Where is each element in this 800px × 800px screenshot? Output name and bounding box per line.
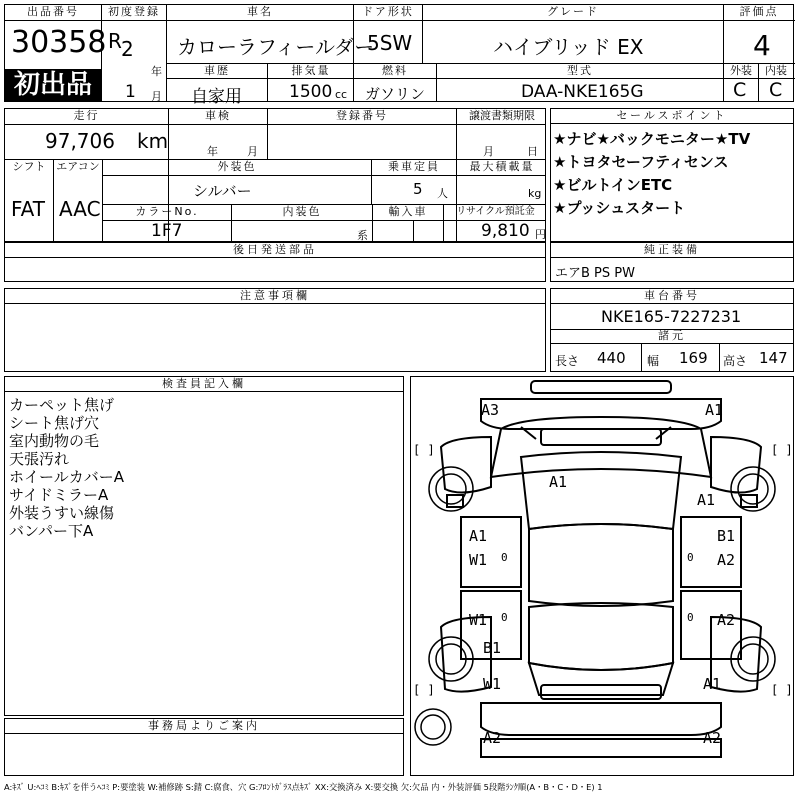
transfer-month-unit: 月: [483, 145, 494, 158]
shift-label: シフト: [12, 160, 46, 173]
damage-rear-left: A2: [483, 729, 502, 747]
sales-point-4: ★プッシュスタート: [553, 199, 686, 217]
later-parts-section: [4, 242, 546, 282]
inspection-month-unit: 月: [247, 145, 258, 158]
damage-left-rear-fender-b: B1: [483, 639, 502, 657]
car-outline-drawing: [411, 377, 793, 775]
door-label: ドア形状: [362, 5, 414, 18]
later-parts-label: 後日発送部品: [5, 243, 545, 258]
grade: ハイブリッド EX: [493, 35, 644, 59]
transfer-day-unit: 日: [527, 145, 538, 158]
int-color-label: 内装色: [282, 205, 322, 218]
inspector-line-3: 室内動物の毛: [9, 432, 100, 450]
equipment-label: 純正装備: [551, 243, 793, 258]
damage-front-right: A1: [705, 401, 724, 419]
load-label: 最大積載量: [469, 160, 535, 173]
reg-year-unit: 年: [151, 65, 162, 78]
height: 147: [759, 349, 788, 367]
height-label: 高さ: [723, 354, 748, 368]
damage-legend: A:ｷｽﾞ U:ﾍｺﾐ B:ｷｽﾞを伴うﾍｺﾐ P:要塗装 W:補修跡 S:錆 C:腐食、穴 G:ﾌﾛﾝﾄｶﾞﾗｽ点ｷｽﾞ XX:交換済み X:要交換 欠:欠品 内・外装評価 5段階ﾗﾝｸ順(A・B・C・D・E) 1: [4, 782, 603, 792]
header-section: [4, 4, 794, 107]
damage-right-rear-door-a: A2: [717, 611, 736, 629]
sales-point-1: ★ナビ★バックモニター★TV: [553, 130, 751, 148]
bracket-right-top: [ ]: [771, 443, 793, 457]
damage-right-rear-fender: A1: [703, 675, 722, 693]
first-listing-badge: 初出品: [5, 69, 101, 102]
bracket-right-bottom: [ ]: [771, 683, 793, 697]
capacity-label: 乗車定員: [388, 160, 440, 173]
width: 169: [679, 349, 708, 367]
mileage-label: 走行: [73, 109, 100, 122]
inspector-line-7: 外装うすい線傷: [9, 504, 115, 522]
inspector-section: [4, 376, 404, 716]
car-name: カローラフィールダー: [177, 35, 375, 59]
damage-right-fender: A1: [697, 491, 716, 509]
shift: FAT: [11, 197, 46, 221]
int-grade: C: [769, 79, 783, 101]
office-label: 事務局よりご案内: [5, 719, 403, 734]
car-diagram: [410, 376, 794, 776]
int-grade-label: 内装: [765, 64, 787, 77]
mileage: 97,706: [45, 129, 115, 153]
reg-month-unit: 月: [151, 90, 162, 103]
inspector-line-4: 天張汚れ: [9, 450, 70, 468]
inspector-line-6: サイドミラーA: [9, 486, 109, 504]
bracket-left-bottom: [ ]: [413, 683, 435, 697]
sales-point-2: ★トヨタセーフティセンス: [553, 153, 729, 171]
ext-grade-label: 外装: [730, 64, 752, 77]
model-label: 型式: [567, 64, 593, 77]
sales-points-section: [550, 108, 794, 242]
transfer-label: 譲渡書類期限: [469, 109, 535, 122]
era: R: [108, 29, 122, 53]
damage-left-front-door-w-num: 0: [501, 551, 508, 564]
ext-color-label: 外装色: [217, 160, 257, 173]
registration-label: 初度登録: [108, 5, 160, 18]
damage-left-rear-fender-w: W1: [483, 675, 502, 693]
damage-rear-right: A2: [703, 729, 722, 747]
damage-right-front-door-a: A2: [717, 551, 736, 569]
color-no-label: カラーNo.: [135, 205, 199, 218]
notes-label: 注意事項欄: [5, 289, 545, 304]
ext-grade: C: [733, 79, 747, 101]
inspection-label: 車検: [205, 109, 231, 122]
length: 440: [597, 349, 626, 367]
import-label: 輸入車: [388, 205, 428, 218]
damage-front-left: A3: [481, 401, 500, 419]
history: 自家用: [191, 87, 242, 107]
details-section: [4, 108, 546, 242]
width-label: 幅: [647, 354, 660, 368]
damage-roof: A1: [549, 473, 568, 491]
damage-right-rear-door-num: 0: [687, 611, 694, 624]
recycle-label: リサイクル預託金: [456, 206, 535, 217]
length-label: 長さ: [555, 354, 580, 368]
load-unit: kg: [528, 187, 542, 200]
model: DAA-NKE165G: [521, 82, 644, 102]
notes-section: [4, 288, 546, 372]
inspector-line-2: シート焦げ穴: [9, 414, 100, 432]
sales-point-3: ★ビルトインETC: [553, 176, 673, 194]
mileage-unit: km: [137, 129, 169, 153]
ext-color: シルバー: [193, 182, 252, 200]
sales-points-label: セールスポイント: [551, 109, 793, 124]
equipment-value: エアB PS PW: [555, 266, 635, 281]
dimensions-label: 諸元: [551, 329, 793, 344]
car-name-label: 車名: [247, 5, 273, 18]
fuel: ガソリン: [365, 85, 426, 103]
capacity-unit: 人: [437, 187, 448, 200]
recycle-unit: 円: [535, 228, 546, 241]
office-section: [4, 718, 404, 776]
chassis-number: NKE165-7227231: [601, 307, 742, 326]
history-label: 車歴: [204, 64, 230, 77]
ac-label: エアコン: [56, 160, 100, 173]
inspector-line-5: ホイールカバーA: [9, 468, 124, 486]
equipment-section: [550, 242, 794, 282]
displacement-unit: cc: [335, 88, 348, 101]
bracket-left-top: [ ]: [413, 443, 435, 457]
damage-right-front-door: B1: [717, 527, 736, 545]
lot-number: 30358: [11, 25, 107, 60]
displacement: 1500: [289, 82, 333, 102]
score: 4: [753, 29, 771, 62]
score-label: 評価点: [739, 5, 779, 18]
chassis-section: [550, 288, 794, 372]
reg-year: 2: [121, 37, 134, 61]
door-type: 5SW: [367, 31, 413, 55]
reg-month: 1: [125, 82, 136, 102]
lot-label: 出品番号: [27, 5, 79, 18]
damage-left-rear-door-w-num: 0: [501, 611, 508, 624]
damage-left-front-door: A1: [469, 527, 488, 545]
damage-left-front-door-w: W1: [469, 551, 488, 569]
grade-label: グレード: [547, 5, 599, 18]
damage-left-rear-door-w: W1: [469, 611, 488, 629]
color-no: 1F7: [151, 221, 183, 241]
int-color-suffix: 系: [357, 229, 368, 242]
capacity: 5: [413, 180, 423, 198]
recycle-fee: 9,810: [481, 221, 530, 241]
inspector-label: 検査員記入欄: [5, 377, 403, 392]
plate-label: 登録番号: [336, 109, 388, 122]
inspector-line-8: バンパー下A: [9, 522, 94, 540]
displacement-label: 排気量: [291, 64, 331, 77]
chassis-label: 車台番号: [551, 289, 793, 304]
ac: AAC: [59, 197, 101, 221]
inspection-year-unit: 年: [207, 145, 218, 158]
damage-right-front-door-num: 0: [687, 551, 694, 564]
inspector-line-1: カーペット焦げ: [9, 396, 115, 414]
fuel-label: 燃料: [382, 64, 408, 77]
